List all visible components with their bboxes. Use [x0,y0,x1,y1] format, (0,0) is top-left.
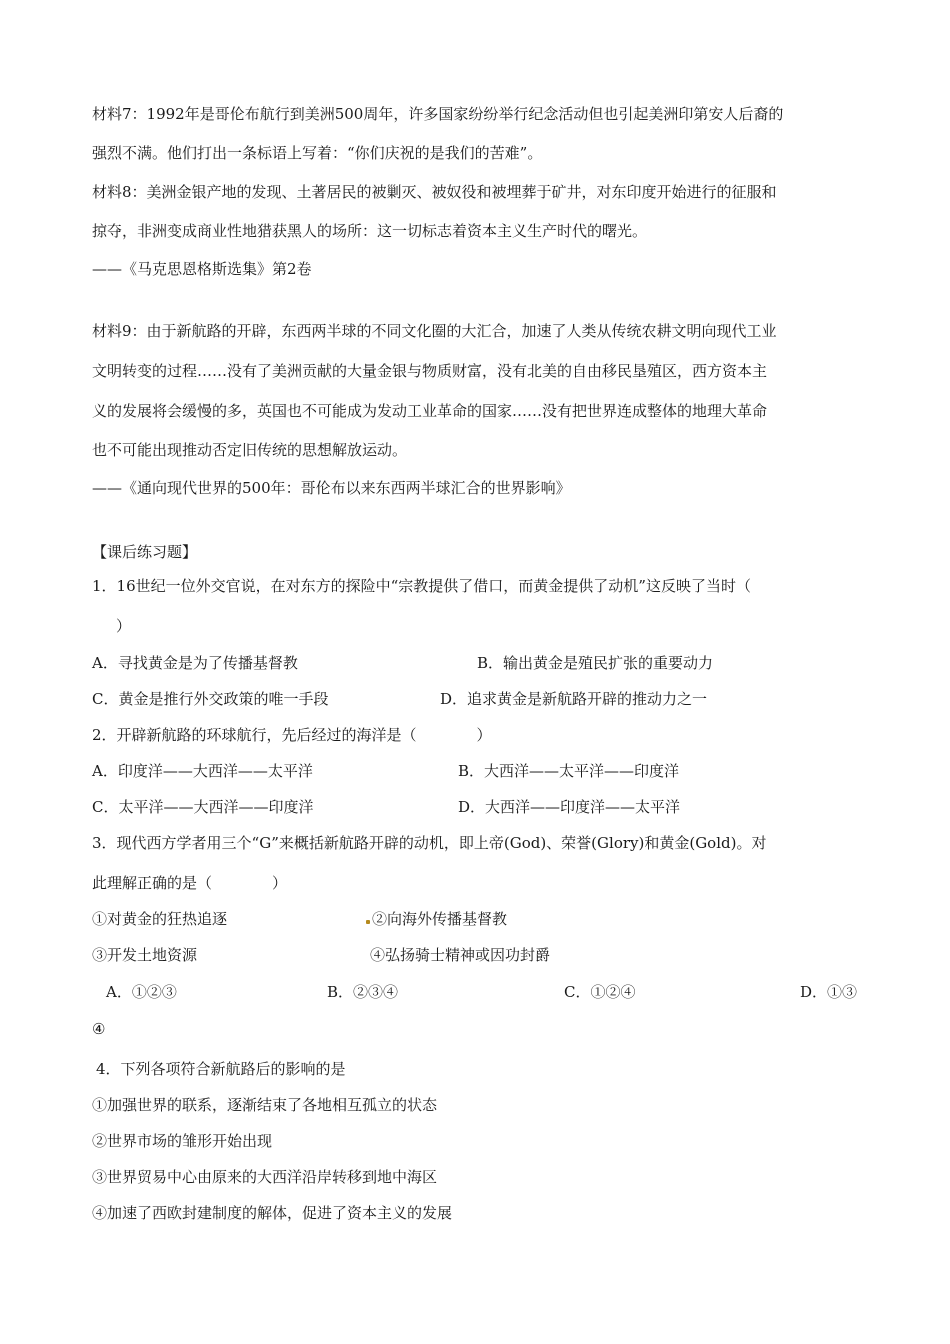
q2-stem: 2．开辟新航路的环球航行，先后经过的海洋是（ ） [92,726,492,744]
q3-stem-line1: 3．现代西方学者用三个“G”来概括新航路开辟的动机，即上帝(God)、荣誉(Glory)和黄金(Gold)。对 [92,834,767,852]
material9-source: ——《通向现代世界的500年：哥伦布以来东西两半球汇合的世界影响》 [92,479,571,497]
material9-line1: 材料9：由于新航路的开辟，东西两半球的不同文化圈的大汇合，加速了人类从传统农耕文明向现代工业 [92,322,777,340]
q3-option-d: D．①③ [800,983,858,1001]
q4-item4: ④加速了西欧封建制度的解体，促进了资本主义的发展 [92,1204,453,1222]
q4-item3: ③世界贸易中心由原来的大西洋沿岸转移到地中海区 [92,1168,438,1186]
q3-stem-line2: 此理解正确的是（ ） [92,874,288,892]
material8-line2: 掠夺，非洲变成商业性地猎获黑人的场所：这一切标志着资本主义生产时代的曙光。 [92,222,648,240]
q3-option-c: C．①②④ [564,983,636,1001]
material7-line2: 强烈不满。他们打出一条标语上写着：“你们庆祝的是我们的苦难”。 [92,144,543,162]
material7-line1: 材料7：1992年是哥伦布航行到美洲500周年，许多国家纷纷举行纪念活动但也引起美洲印第安人后裔的 [92,105,784,123]
q3-option-b: B．②③④ [327,983,399,1001]
q2-option-a: A．印度洋——大西洋——太平洋 [92,762,313,780]
q4-stem: 4．下列各项符合新航路后的影响的是 [96,1060,346,1078]
q2-option-d: D．大西洋——印度洋——太平洋 [458,798,681,816]
q1-option-c: C．黄金是推行外交政策的唯一手段 [92,690,329,708]
q3-option-d-continued: ④ [92,1020,106,1038]
material9-line4: 也不可能出现推动否定旧传统的思想解放运动。 [92,441,408,459]
q3-item1: ①对黄金的狂热追逐 [92,910,228,928]
q4-item2: ②世界市场的雏形开始出现 [92,1132,273,1150]
stray-dot-mark [366,920,370,924]
q1-stem: 1．16世纪一位外交官说，在对东方的探险中“宗教提供了借口，而黄金提供了动机”这反映了当时（ [92,577,751,595]
material8-line1: 材料8：美洲金银产地的发现、土著居民的被剿灭、被奴役和被埋葬于矿井，对东印度开始进行的征服和 [92,183,777,201]
q1-option-d: D．追求黄金是新航路开辟的推动力之一 [440,690,708,708]
q3-item3: ③开发土地资源 [92,946,198,964]
q1-option-a: A．寻找黄金是为了传播基督教 [92,654,298,672]
q1-stem-end: ） [116,617,132,635]
material8-source: ——《马克思恩格斯选集》第2卷 [92,260,312,278]
q1-option-b: B．输出黄金是殖民扩张的重要动力 [477,654,714,672]
q3-item4: ④弘扬骑士精神或因功封爵 [370,946,551,964]
exercise-heading: 【课后练习题】 [92,543,198,561]
material9-line3: 义的发展将会缓慢的多，英国也不可能成为发动工业革命的国家……没有把世界连成整体的地理大革命 [92,402,768,420]
q4-item1: ①加强世界的联系，逐渐结束了各地相互孤立的状态 [92,1096,438,1114]
q2-option-c: C．太平洋——大西洋——印度洋 [92,798,314,816]
material9-line2: 文明转变的过程……没有了美洲贡献的大量金银与物质财富，没有北美的自由移民垦殖区，西方资本主 [92,362,768,380]
q2-option-b: B．大西洋——太平洋——印度洋 [458,762,680,780]
q3-item2: ②向海外传播基督教 [372,910,508,928]
q3-option-a: A．①②③ [106,983,177,1001]
